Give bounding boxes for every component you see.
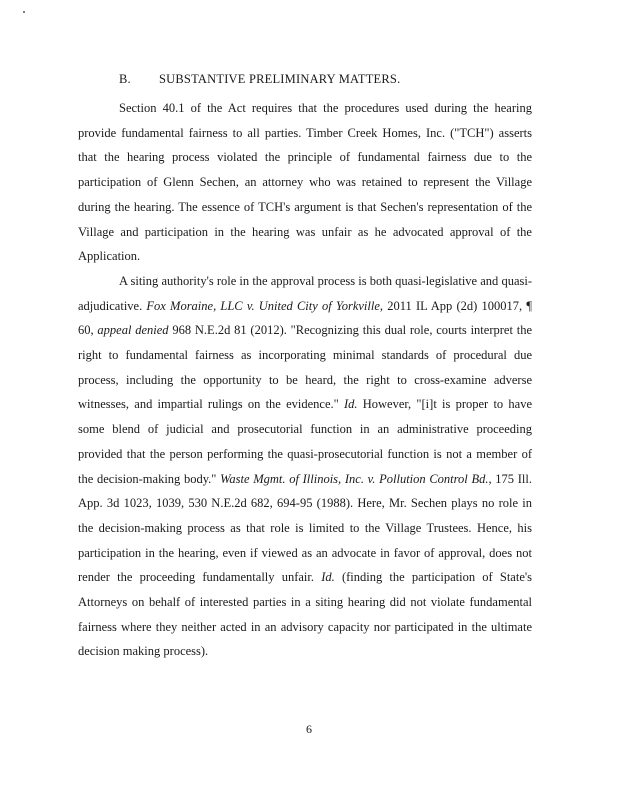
paragraph-fundamental-fairness: Section 40.1 of the Act requires that the procedures used during the hearing provide fundamental fairness to all parties. Timber Creek Homes, Inc. ("TCH") asserts that the hearing process violated the principle of fundamental fairness due to the participation of Glenn Sechen, an attorney who was retained to represent the Village during the hearing. The essence of TCH's argument is that Sechen's representation of the Village and participation in the hearing was unfair as he advocated approval of the Application.: [78, 101, 532, 264]
paragraph-text: , 2011 IL App (2d) 100017, ¶ 60,: [78, 298, 532, 338]
page-number: 6: [306, 722, 312, 736]
paragraph-text: (finding the participation of State's Attorneys on behalf of interested parties in a siting hearing did not violate fundamental fairness where they neither acted in an advisory capacity nor participated in the ultimate decision making process).: [78, 570, 532, 659]
scan-speck: [23, 11, 25, 13]
section-heading: [119, 72, 400, 87]
paragraph-text: , 175 Ill. App. 3d 1023, 1039, 530 N.E.2d 682, 694-95 (1988). Here, Mr. Sechen plays no role in the decision-making process as that role is limited to the Village Trustees. Hence, his participation in the hearing, even if viewed as an advocate in favor of approval, does not render the proceeding fundamentally unfair.: [78, 471, 532, 585]
section-letter: B.: [119, 72, 131, 86]
id-citation: Id.: [343, 397, 358, 412]
paragraph-siting-authority: [78, 269, 532, 664]
case-citation-fox-moraine: Fox Moraine, LLC v. United City of Yorkville: [146, 298, 380, 313]
section-title: SUBSTANTIVE PRELIMINARY MATTERS.: [159, 72, 401, 86]
appeal-denied-signal: appeal denied: [97, 323, 169, 338]
paragraph-text: A siting authority's role in the approval process is both quasi-legislative and quasi-adjudicative.: [78, 273, 532, 313]
body-text: [78, 96, 532, 664]
paragraph-text: However, "[i]t is proper to have some blend of judicial and prosecutorial function in an administrative proceeding provided that the person performing the quasi-prosecutorial function is not a member of the decision-making body.": [78, 397, 532, 486]
id-citation: Id.: [321, 570, 335, 585]
case-citation-waste-mgmt: Waste Mgmt. of Illinois, Inc. v. Pollution Control Bd.: [220, 471, 489, 486]
paragraph-text: 968 N.E.2d 81 (2012). "Recognizing this dual role, courts interpret the right to fundamental fairness as incorporating minimal standards of procedural due process, including the opportunity to be heard, the right to cross-examine adverse witnesses, and impartial rulings on the evidence.": [78, 323, 532, 412]
